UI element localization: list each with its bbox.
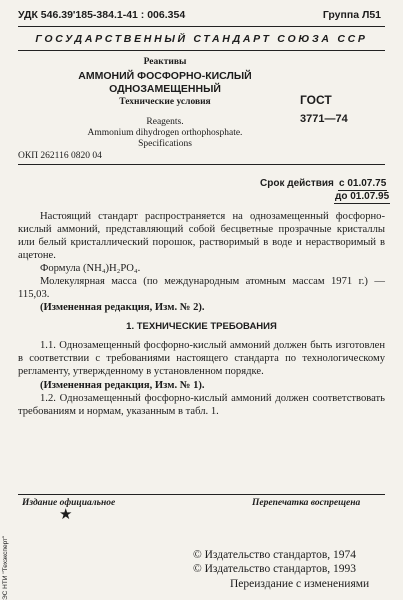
top-divider-1	[18, 26, 385, 27]
standard-title: ГОСУДАРСТВЕННЫЙ СТАНДАРТ СОЮЗА ССР	[35, 33, 368, 45]
top-divider-2	[18, 50, 385, 51]
formula-line	[18, 262, 385, 275]
gost-label: ГОСТ	[300, 93, 332, 107]
validity-to: до 01.07.95	[335, 191, 390, 202]
formula-label: Формула	[40, 263, 81, 274]
revision-note-2: (Измененная редакция, Изм. № 2).	[40, 302, 205, 313]
clause-1-2: 1.2. Однозамещенный фосфорно-кислый аммоний должен соответствовать требованиям и нормам, указанным в табл. 1.	[18, 393, 385, 417]
star-mark: ★	[59, 507, 73, 523]
title-block-divider	[18, 164, 385, 165]
udk-code: УДК 546.39'185-384.1-41 : 006.354	[18, 9, 186, 21]
group-code: Группа Л51	[322, 9, 381, 21]
category-label: Реактивы	[143, 57, 187, 67]
formula-value: (NH₄)H₂PO₄.	[82, 263, 141, 274]
subtitle-ru: Технические условия	[119, 97, 211, 107]
product-name-line1: АММОНИЙ ФОСФОРНО-КИСЛЫЙ	[78, 70, 252, 82]
category-en: Reagents.	[146, 117, 184, 127]
revision-note-1: (Измененная редакция, Изм. № 1).	[40, 380, 205, 391]
validity-from: с 01.07.75	[339, 178, 387, 189]
clause-1-1: 1.1. Однозамещенный фосфорно-кислый аммоний должен быть изготовлен в соответствии с требованиями настоящего стандарта по технологическому регламенту, утвержденному в установленном порядке.	[18, 340, 385, 377]
intro-paragraph: Настоящий стандарт распространяется на однозамещенный фосфорно-кислый аммоний, представляющий собой бесцветные прозрачные кристаллы или белый кристаллический порошок, растворимый в воде и нерастворимый в ацетоне.	[18, 211, 385, 261]
copyright-1974: © Издательство стандартов, 1974	[193, 549, 357, 561]
official-edition: Издание официальное	[22, 498, 116, 508]
okp-code: ОКП 262116 0820 04	[18, 151, 102, 161]
side-watermark: ЭС НТИ "Техэксперт"	[2, 535, 9, 600]
reissue-note: Переиздание с изменениями	[230, 578, 370, 590]
subtitle-en: Specifications	[138, 139, 192, 149]
product-name-line2: ОДНОЗАМЕЩЕННЫЙ	[109, 83, 221, 95]
reprint-prohibited: Перепечатка воспрещена	[252, 498, 361, 508]
gost-number: 3771—74	[300, 113, 348, 125]
product-name-en: Ammonium dihydrogen orthophosphate.	[87, 128, 243, 138]
section-heading: 1. ТЕХНИЧЕСКИЕ ТРЕБОВАНИЯ	[126, 321, 277, 332]
validity-label: Срок действия	[260, 178, 334, 189]
molar-mass: Молекулярная масса (по международным атомным массам 1971 г.) — 115,03.	[18, 276, 385, 300]
footer-divider	[18, 494, 385, 495]
copyright-1993: © Издательство стандартов, 1993	[193, 563, 357, 575]
